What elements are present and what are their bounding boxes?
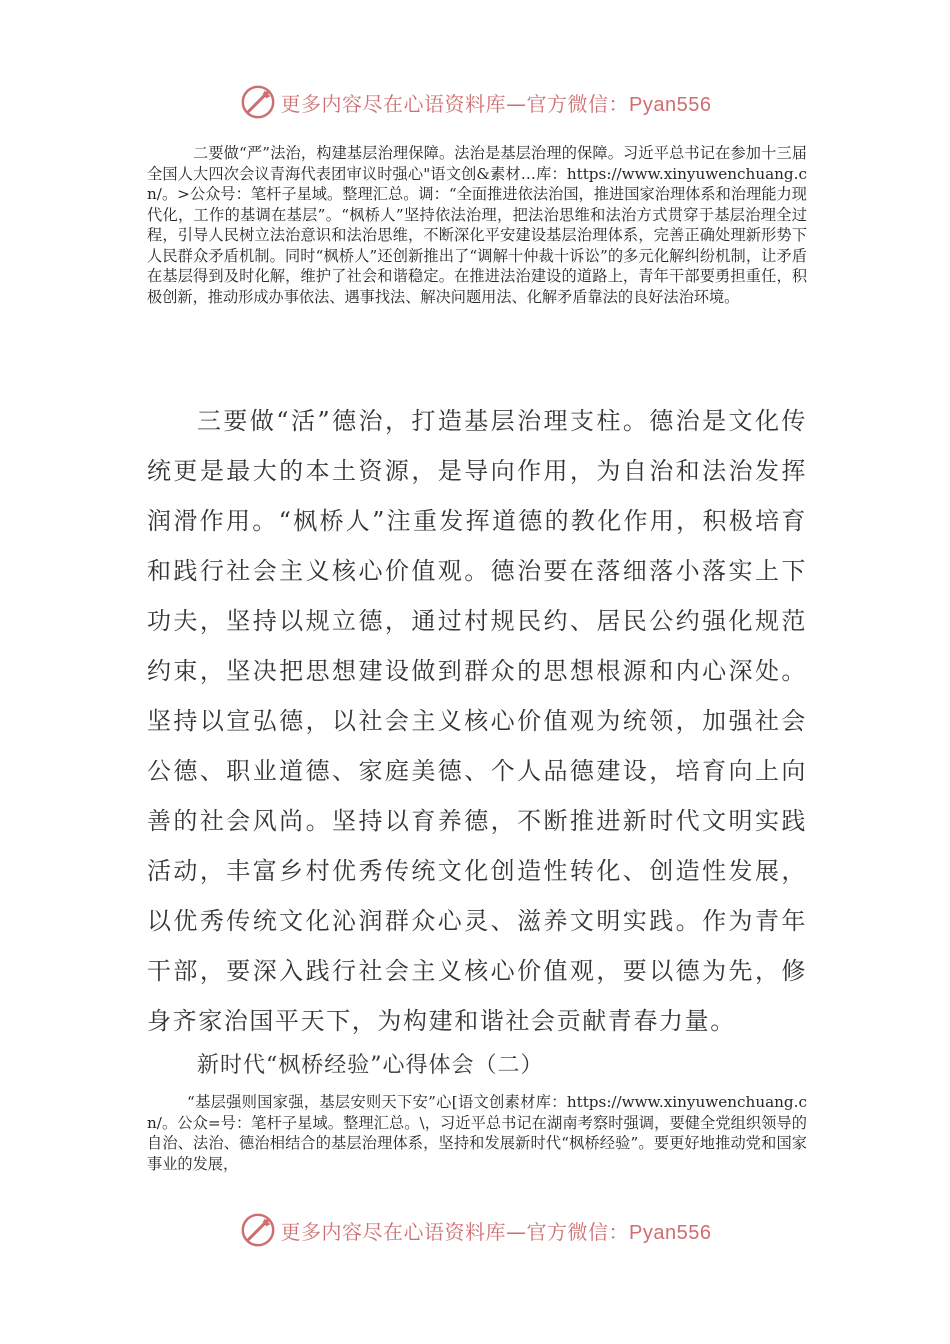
wechat-handle: Pyan556 xyxy=(629,1221,712,1244)
header-banner xyxy=(0,82,950,122)
banner-text: 更多内容尽在心语资料库—官方微信：Pyan556 xyxy=(280,91,712,116)
paragraph-rule-of-law: 二要做“严”法治，构建基层治理保障。法治是基层治理的保障。习近平总书记在参加十三届全国人大四次会议青海代表团审议时强心"语文创&素材…库：https://www.xinyuwenchuang.cn/。>公众号：笔杆子星域。整理汇总。调：“全面推进依法治国，推进国家治理体系和治理能力现代化，工作的基调在基层”。“枫桥人”坚持依法治理，把法治思维和法治方式贯穿于基层治理全过程，引导人民树立法治意识和法治思维，不断深化平安建设基层治理体系，完善正确处理新形势下人民群众矛盾机制。同时“枫桥人”还创新推出了“调解十仲裁十诉讼”的多元化解纠纷机制，让矛盾在基层得到及时化解，维护了社会和谐稳定。在推进法治建设的道路上，青年干部要勇担重任，积极创新，推动形成办事依法、遇事找法、解决问题用法、化解矛盾靠法的良好法治环境。 xyxy=(147,144,807,306)
wechat-handle: Pyan556 xyxy=(629,93,712,116)
pen-logo-icon xyxy=(239,1211,277,1249)
footer-banner xyxy=(0,1210,950,1250)
paragraph-rule-of-virtue: 三要做“活”德治，打造基层治理支柱。德治是文化传统更是最大的本土资源，是导向作用，为自治和法治发挥润滑作用。“枫桥人”注重发挥道德的教化作用，积极培育和践行社会主义核心价值观。德治要在落细落小落实上下功夫，坚持以规立德，通过村规民约、居民公约强化规范约束，坚决把思想建设做到群众的思想根源和内心深处。坚持以宣弘德，以社会主义核心价值观为统领，加强社会公德、职业道德、家庭美德、个人品德建设，培育向上向善的社会风尚。坚持以育养德，不断推进新时代文明实践活动，丰富乡村优秀传统文化创造性转化、创造性发展，以优秀传统文化沁润群众心灵、滋养文明实践。作为青年干部，要深入践行社会主义核心价值观，要以德为先，修身齐家治国平天下，为构建和谐社会贡献青春力量。 xyxy=(147,407,807,1035)
paragraph-section-two-intro: “基层强则国家强，基层安则天下安”心[语文创素材库：https://www.xinyuwenchuang.cn/。公众=号：笔杆子星域。整理汇总。\，习近平总书记在湖南考察时强调，要健全党组织领导的自治、法治、德治相结合的基层治理体系，坚持和发展新时代“枫桥经验”。要更好地推动党和国家事业的发展， xyxy=(147,1093,807,1173)
pen-logo-icon xyxy=(239,83,277,121)
section-heading: 新时代“枫桥经验”心得体会（二） xyxy=(197,1053,544,1078)
banner-text: 更多内容尽在心语资料库—官方微信：Pyan556 xyxy=(280,1219,712,1244)
